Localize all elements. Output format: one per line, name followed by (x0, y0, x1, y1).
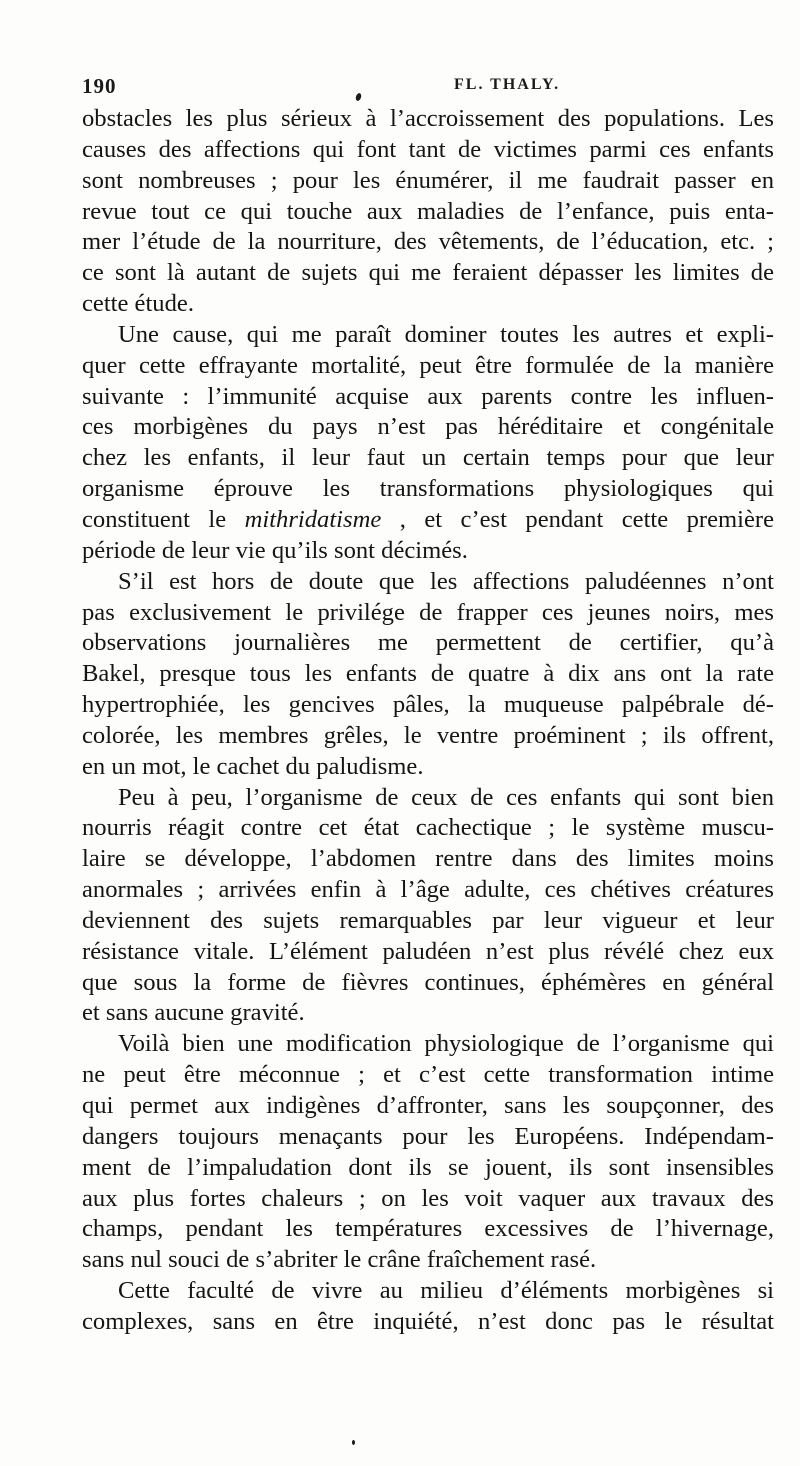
paragraph-first-line: Une cause, qui me paraît dominer toutes les autres et expli- (118, 320, 774, 348)
bleed-through-text (202, 76, 208, 94)
text-line: anormales ; arrivées enfin à l’âge adulte, ces chétives créatures (82, 876, 774, 904)
text-line: pas exclusivement le privilége de frapper ces jeunes noirs, mes (82, 598, 774, 626)
paragraph-first-line: S’il est hors de doute que les affections paludéennes n’ont (118, 567, 774, 595)
text-line: causes des affections qui font tant de victimes parmi ces enfants (82, 135, 774, 163)
text-line: suivante : l’immunité acquise aux parents contre les influen- (82, 382, 774, 410)
text-line: quer cette effrayante mortalité, peut être formulée de la manière (82, 351, 774, 379)
text-line: observations journalières me permettent de certifier, qu’à (82, 629, 774, 657)
text-line: champs, pendant les températures excessives de l’hivernage, (82, 1215, 774, 1243)
paragraph-first-line: Voilà bien une modification physiologique de l’organisme qui (118, 1030, 774, 1058)
text-line: résistance vitale. L’élément paludéen n’est plus révélé chez eux (82, 937, 774, 965)
text-line: organisme éprouve les transformations physiologiques qui (82, 475, 774, 503)
page-header (82, 74, 772, 100)
italic-term: mithridatisme (244, 505, 382, 533)
text-line (82, 505, 774, 536)
text-line: et sans aucune gravité. (82, 999, 305, 1027)
text-line: laire se développe, l’abdomen rentre dans des limites moins (82, 845, 774, 873)
text-line: colorée, les membres grêles, le ventre proéminent ; ils offrent, (82, 721, 774, 749)
text-line: en un mot, le cachet du paludisme. (82, 752, 424, 780)
body-text (82, 104, 774, 1338)
text-line: période de leur vie qu’ils sont décimés. (82, 536, 468, 564)
text-line: deviennent des sujets remarquables par leur vigueur et leur (82, 906, 774, 934)
text-line: nourris réagit contre cet état cachectique ; le système muscu- (82, 814, 774, 842)
text-line: dangers toujours menaçants pour les Européens. Indépendam- (82, 1122, 774, 1150)
paragraph-first-line: Peu à peu, l’organisme de ceux de ces enfants qui sont bien (118, 783, 774, 811)
text-line: sans nul souci de s’abriter le crâne fraîchement rasé. (82, 1246, 597, 1274)
text-line: Bakel, presque tous les enfants de quatre à dix ans ont la rate (82, 660, 774, 688)
text-line: que sous la forme de fièvres continues, éphémères en général (82, 968, 774, 996)
running-head: FL. THALY. (454, 76, 561, 93)
text-line: aux plus fortes chaleurs ; on les voit vaquer aux travaux des (82, 1184, 774, 1212)
text-line: ces morbigènes du pays n’est pas héréditaire et congénitale (82, 413, 774, 441)
text-segment: constituent le (82, 505, 245, 533)
text-line: qui permet aux indigènes d’affronter, sans les soupçonner, des (82, 1092, 774, 1119)
page-number: 190 (82, 74, 117, 98)
text-segment: , et c’est pendant cette première (381, 505, 775, 533)
paragraph-first-line: Cette faculté de vivre au milieu d’éléments morbigènes si (118, 1277, 774, 1305)
text-line: sont nombreuses ; pour les énumérer, il me faudrait passer en (82, 166, 774, 194)
ink-speck (352, 1440, 355, 1445)
text-line: complexes, sans en être inquiété, n’est donc pas le résultat (82, 1307, 774, 1335)
text-line: revue tout ce qui touche aux maladies de l’enfance, puis enta- (82, 197, 774, 225)
text-line: chez les enfants, il leur faut un certain temps pour que leur (82, 444, 774, 472)
text-line: ment de l’impaludation dont ils se jouent, ils sont insensibles (82, 1153, 774, 1181)
text-line: cette étude. (82, 290, 194, 318)
text-line: ce sont là autant de sujets qui me feraient dépasser les limites de (82, 259, 774, 287)
text-line: mer l’étude de la nourriture, des vêtements, de l’éducation, etc. ; (82, 228, 774, 256)
text-line: hypertrophiée, les gencives pâles, la muqueuse palpébrale dé- (82, 691, 774, 719)
text-line: obstacles les plus sérieux à l’accroissement des populations. Les (82, 105, 774, 132)
ink-speck (355, 92, 362, 101)
text-line: ne peut être méconnue ; et c’est cette transformation intime (82, 1061, 774, 1089)
